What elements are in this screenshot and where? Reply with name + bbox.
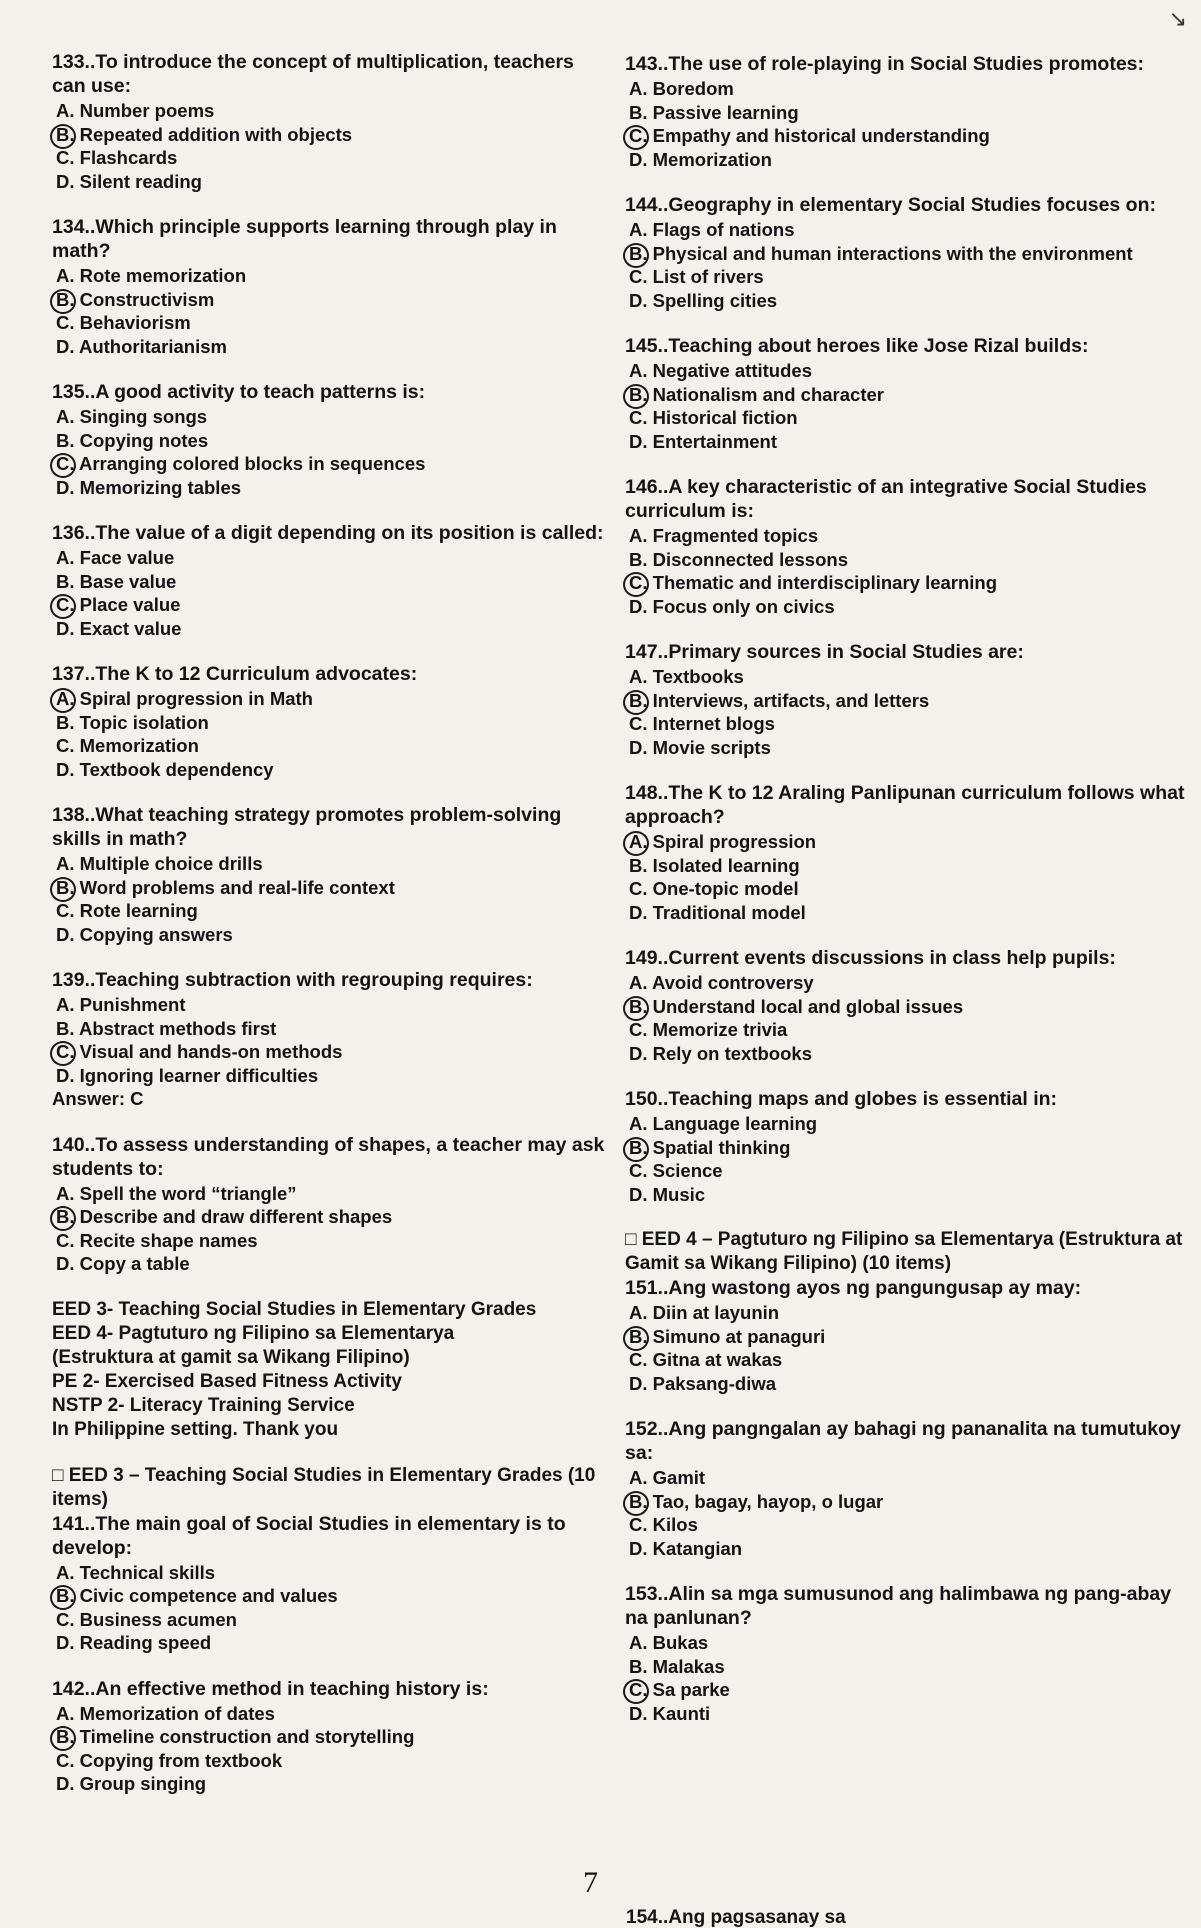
course-list — [52, 1298, 612, 1442]
answer-option-circled: B. Physical and human interactions with the environment — [625, 242, 1185, 266]
answer-option: A. Singing songs — [56, 406, 208, 427]
answer-option: C. Flashcards — [56, 147, 178, 168]
answer-option: D. Memorization — [629, 148, 772, 170]
question-q145 — [625, 334, 1185, 453]
answer-option: D. Entertainment — [629, 430, 778, 452]
page-number: 7 — [583, 1866, 598, 1899]
section-header-eed4: □ EED 4 – Pagtuturo ng Filipino sa Elementarya (Estruktura at Gamit sa Wikang Filipino) (10 items) — [625, 1229, 1183, 1274]
answer-option: B. Topic isolation — [56, 711, 209, 733]
answer-option: B. Copying notes — [56, 429, 209, 451]
answer-option: D. Copy a table — [56, 1253, 190, 1274]
question-q148 — [625, 781, 1185, 924]
course-line: PE 2- Exercised Based Fitness Activity — [52, 1370, 402, 1392]
question-stem: 143..The use of role-playing in Social Studies promotes: — [625, 53, 1145, 75]
answer-option-circled: C. Arranging colored blocks in sequences — [52, 452, 612, 476]
corner-mark-icon: ↘ — [1168, 6, 1187, 31]
answer-option: D. Authoritarianism — [56, 335, 227, 357]
question-stem: 145..Teaching about heroes like Jose Rizal builds: — [625, 335, 1089, 357]
answer-option: B. Passive learning — [629, 101, 799, 123]
answer-option: D. Focus only on civics — [629, 595, 835, 617]
question-q140 — [52, 1133, 612, 1276]
answer-option: C. Kilos — [629, 1514, 698, 1535]
question-q135 — [52, 380, 612, 499]
question-stem: 151..Ang wastong ayos ng pangungusap ay may: — [625, 1277, 1082, 1299]
course-line: EED 4- Pagtuturo ng Filipino sa Elementarya — [52, 1322, 455, 1344]
answer-option-circled: C. Visual and hands-on methods — [52, 1040, 612, 1064]
answer-option-circled: B. Word problems and real-life context — [52, 876, 612, 900]
question-stem: 150..Teaching maps and globes is essential in: — [625, 1088, 1058, 1110]
answer-option-circled: A. Spiral progression in Math — [52, 687, 612, 711]
question-q136 — [52, 521, 612, 640]
answer-option: B. Base value — [56, 570, 177, 592]
answer-option: D. Memorizing tables — [56, 476, 242, 498]
question-q153 — [625, 1582, 1185, 1725]
answer-option: C. Internet blogs — [629, 713, 775, 734]
question-q142 — [52, 1677, 612, 1796]
answer-option-circled: B. Timeline construction and storytelling — [52, 1725, 612, 1749]
question-stem: 153..Alin sa mga sumusunod ang halimbawa ng pang-abay na panlunan? — [625, 1583, 1172, 1629]
answer-option-circled: B. Constructivism — [52, 288, 612, 312]
question-stem: 137..The K to 12 Curriculum advocates: — [52, 663, 418, 685]
right-column — [625, 52, 1185, 1747]
answer-option: D. Music — [629, 1183, 706, 1205]
question-q150 — [625, 1087, 1185, 1206]
answer-option: A. Face value — [56, 547, 175, 568]
answer-note: Answer: C — [52, 1088, 144, 1109]
answer-option-circled: B. Describe and draw different shapes — [52, 1205, 612, 1229]
answer-option: A. Bukas — [629, 1632, 709, 1653]
answer-option: D. Exact value — [56, 617, 182, 639]
question-q133 — [52, 50, 612, 193]
question-q151 — [625, 1276, 1185, 1395]
question-stem: 148..The K to 12 Araling Panlipunan curriculum follows what approach? — [625, 782, 1185, 828]
answer-option: A. Avoid controversy — [629, 972, 814, 993]
answer-option: C. List of rivers — [629, 266, 764, 287]
answer-option: B. Malakas — [629, 1655, 725, 1677]
question-stem: 138..What teaching strategy promotes problem-solving skills in math? — [52, 804, 562, 850]
answer-option: A. Multiple choice drills — [56, 853, 263, 874]
answer-option: C. One-topic model — [629, 878, 799, 899]
section-header-eed3: □ EED 3 – Teaching Social Studies in Elementary Grades (10 items) — [52, 1464, 596, 1510]
question-stem: 133..To introduce the concept of multiplication, teachers can use: — [52, 51, 574, 97]
question-q149 — [625, 946, 1185, 1065]
answer-option-circled: A. Spiral progression — [625, 830, 1185, 854]
answer-option: A. Flags of nations — [629, 219, 795, 240]
answer-option: B. Abstract methods first — [56, 1017, 277, 1039]
answer-option: C. Rote learning — [56, 900, 198, 921]
answer-option: D. Reading speed — [56, 1632, 212, 1653]
answer-option: C. Science — [629, 1160, 723, 1181]
answer-option: D. Silent reading — [56, 170, 202, 192]
question-stem: 144..Geography in elementary Social Studies focuses on: — [625, 194, 1157, 216]
question-q146 — [625, 475, 1185, 618]
answer-option: D. Textbook dependency — [56, 758, 274, 780]
question-stem: 147..Primary sources in Social Studies are: — [625, 641, 1024, 663]
answer-option: D. Group singing — [56, 1773, 207, 1794]
answer-option: D. Traditional model — [629, 901, 806, 923]
answer-option: C. Recite shape names — [56, 1229, 258, 1251]
answer-option: A. Boredom — [629, 78, 734, 99]
question-stem: 149..Current events discussions in class help pupils: — [625, 947, 1116, 969]
answer-option-circled: C. Empathy and historical understanding — [625, 124, 1185, 148]
question-q141 — [52, 1512, 612, 1655]
answer-option: D. Spelling cities — [629, 289, 778, 311]
answer-option-circled: B. Civic competence and values — [52, 1584, 612, 1608]
course-line: (Estruktura at gamit sa Wikang Filipino) — [52, 1346, 410, 1368]
question-q147 — [625, 640, 1185, 759]
answer-option-circled: C. Place value — [52, 593, 612, 617]
left-column — [52, 50, 612, 1818]
answer-option: D. Paksang-diwa — [629, 1372, 777, 1394]
answer-option: C. Business acumen — [56, 1608, 237, 1630]
course-line: NSTP 2- Literacy Training Service — [52, 1394, 355, 1416]
question-stem: 142..An effective method in teaching history is: — [52, 1677, 489, 1700]
answer-option: A. Rote memorization — [56, 265, 247, 286]
answer-option-circled: B. Spatial thinking — [625, 1136, 1185, 1160]
answer-option: D. Kaunti — [629, 1702, 711, 1724]
answer-option-circled: B. Simuno at panaguri — [625, 1325, 1185, 1349]
question-stem: 135..A good activity to teach patterns is: — [52, 381, 426, 403]
answer-option: A. Spell the word “triangle” — [56, 1182, 297, 1204]
answer-option: C. Historical fiction — [629, 407, 798, 428]
answer-option-circled: B. Tao, bagay, hayop, o lugar — [625, 1490, 1185, 1514]
answer-option: D. Rely on textbooks — [629, 1042, 812, 1064]
answer-option: C. Behaviorism — [56, 312, 191, 333]
answer-option-circled: C. Sa parke — [625, 1678, 1185, 1702]
question-q143 — [625, 52, 1185, 171]
question-stem: 152..Ang pangngalan ay bahagi ng pananalita na tumutukoy sa: — [625, 1418, 1181, 1464]
answer-option: C. Memorize trivia — [629, 1019, 788, 1040]
question-q137 — [52, 662, 612, 781]
answer-option: A. Memorization of dates — [56, 1702, 275, 1724]
answer-option: A. Number poems — [56, 100, 215, 121]
question-stem: 136..The value of a digit depending on its position is called: — [52, 522, 604, 544]
answer-option-circled: B. Understand local and global issues — [625, 995, 1185, 1019]
question-q152 — [625, 1417, 1185, 1560]
answer-option: D. Ignoring learner difficulties — [56, 1064, 319, 1086]
answer-option: A. Technical skills — [56, 1561, 216, 1583]
answer-option-circled: C. Thematic and interdisciplinary learning — [625, 571, 1185, 595]
answer-option: D. Katangian — [629, 1537, 743, 1559]
question-q144 — [625, 193, 1185, 312]
question-q134 — [52, 215, 612, 358]
answer-option: C. Memorization — [56, 735, 199, 756]
answer-option: C. Copying from textbook — [56, 1749, 283, 1771]
question-q138 — [52, 803, 612, 946]
answer-option: A. Diin at layunin — [629, 1302, 780, 1323]
question-stem: 134..Which principle supports learning through play in math? — [52, 216, 557, 262]
answer-option-circled: B. Repeated addition with objects — [52, 123, 612, 147]
question-stem: 141..The main goal of Social Studies in elementary is to develop: — [52, 1512, 566, 1559]
question-stem: 140..To assess understanding of shapes, a teacher may ask students to: — [52, 1133, 605, 1180]
question-stem: 146..A key characteristic of an integrative Social Studies curriculum is: — [625, 476, 1147, 522]
answer-option: A. Negative attitudes — [629, 360, 812, 381]
answer-option-circled: B. Interviews, artifacts, and letters — [625, 689, 1185, 713]
answer-option: C. Gitna at wakas — [629, 1349, 783, 1370]
answer-option: D. Copying answers — [56, 923, 233, 945]
answer-option: A. Language learning — [629, 1113, 818, 1134]
question-q139 — [52, 968, 612, 1111]
question-stem: 139..Teaching subtraction with regrouping requires: — [52, 969, 533, 991]
answer-option: B. Isolated learning — [629, 854, 800, 876]
answer-option: A. Punishment — [56, 994, 186, 1015]
answer-option: A. Fragmented topics — [629, 525, 819, 546]
answer-option: A. Textbooks — [629, 666, 744, 687]
answer-option: D. Movie scripts — [629, 736, 771, 758]
answer-option: B. Disconnected lessons — [629, 548, 848, 570]
course-line: EED 3- Teaching Social Studies in Elementary Grades — [52, 1298, 537, 1320]
cutoff-question: 154..Ang pagsasanay sa — [626, 1907, 846, 1928]
answer-option-circled: B. Nationalism and character — [625, 383, 1185, 407]
course-line: In Philippine setting. Thank you — [52, 1418, 339, 1440]
answer-option: A. Gamit — [629, 1467, 706, 1488]
